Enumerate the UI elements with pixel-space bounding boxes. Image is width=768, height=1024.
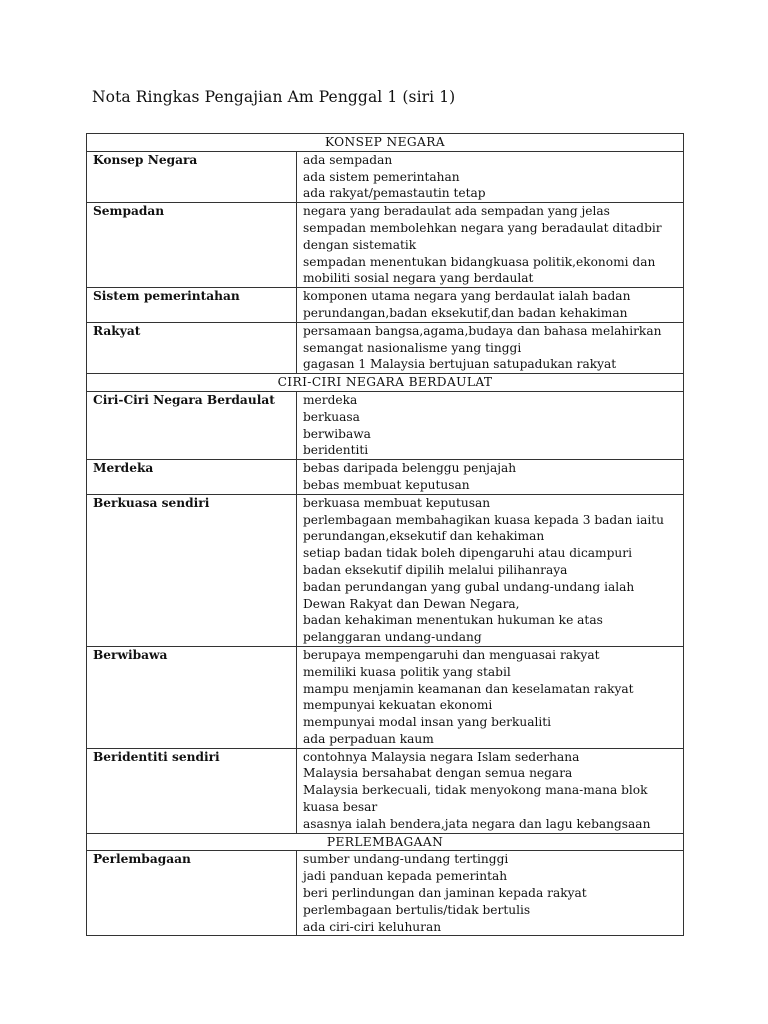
definition-line: sempadan menentukan bidangkuasa politik,ekonomi dan xyxy=(303,254,656,269)
table-row xyxy=(87,494,684,646)
term-cell: Beridentiti sendiri xyxy=(87,748,297,833)
definition-line: sempadan membolehkan negara yang beradaulat ditadbir xyxy=(303,220,662,235)
definition-line: badan kehakiman menentukan hukuman ke atas xyxy=(303,613,603,628)
definition-line: berupaya mempengaruhi dan menguasai rakyat xyxy=(303,647,600,662)
notes-table-body xyxy=(87,134,684,936)
definition-line: merdeka xyxy=(303,392,358,407)
definition-line: ada ciri-ciri keluhuran xyxy=(303,919,442,934)
term-cell: Merdeka xyxy=(87,460,297,495)
definition-line: Malaysia bersahabat dengan semua negara xyxy=(303,766,573,781)
definition-line: bebas membuat keputusan xyxy=(303,477,470,492)
definition-line: perlembagaan membahagikan kuasa kepada 3 badan iaitu xyxy=(303,512,665,527)
term-cell: Perlembagaan xyxy=(87,851,297,936)
definition-cell xyxy=(297,646,684,748)
table-row xyxy=(87,646,684,748)
term-cell: Berkuasa sendiri xyxy=(87,494,297,646)
section-header-row xyxy=(87,134,684,152)
table-row xyxy=(87,322,684,373)
definition-line: ada rakyat/pemastautin tetap xyxy=(303,186,486,201)
term-cell: Ciri-Ciri Negara Berdaulat xyxy=(87,391,297,459)
definition-line: contohnya Malaysia negara Islam sederhana xyxy=(303,749,580,764)
definition-line: sumber undang-undang tertinggi xyxy=(303,852,509,867)
definition-line: badan eksekutif dipilih melalui pilihanraya xyxy=(303,562,568,577)
term-cell: Berwibawa xyxy=(87,646,297,748)
section-heading: CIRI-CIRI NEGARA BERDAULAT xyxy=(87,374,684,392)
term-cell: Sistem pemerintahan xyxy=(87,288,297,323)
term-cell: Rakyat xyxy=(87,322,297,373)
definition-line: persamaan bangsa,agama,budaya dan bahasa melahirkan xyxy=(303,323,662,338)
definition-line: mempunyai modal insan yang berkualiti xyxy=(303,715,552,730)
section-heading: PERLEMBAGAAN xyxy=(87,833,684,851)
definition-line: negara yang beradaulat ada sempadan yang jelas xyxy=(303,204,610,219)
table-row xyxy=(87,851,684,936)
definition-line: kuasa besar xyxy=(303,800,378,815)
section-header-row xyxy=(87,374,684,392)
definition-cell xyxy=(297,151,684,202)
definition-cell xyxy=(297,494,684,646)
definition-cell xyxy=(297,322,684,373)
definition-line: gagasan 1 Malaysia bertujuan satupadukan rakyat xyxy=(303,357,617,372)
definition-line: pelanggaran undang-undang xyxy=(303,630,482,645)
definition-line: ada sempadan xyxy=(303,152,393,167)
definition-line: perundangan,badan eksekutif,dan badan kehakiman xyxy=(303,305,628,320)
section-header-row xyxy=(87,833,684,851)
definition-line: ada perpaduan kaum xyxy=(303,731,434,746)
definition-line: bebas daripada belenggu penjajah xyxy=(303,461,517,476)
table-row xyxy=(87,748,684,833)
table-row xyxy=(87,151,684,202)
notes-table xyxy=(86,133,684,936)
definition-line: perlembagaan bertulis/tidak bertulis xyxy=(303,902,531,917)
definition-line: dengan sistematik xyxy=(303,237,417,252)
definition-line: mampu menjamin keamanan dan keselamatan rakyat xyxy=(303,681,634,696)
definition-line: perundangan,eksekutif dan kehakiman xyxy=(303,529,545,544)
definition-line: Dewan Rakyat dan Dewan Negara, xyxy=(303,596,520,611)
definition-line: beri perlindungan dan jaminan kepada rakyat xyxy=(303,886,587,901)
section-heading: KONSEP NEGARA xyxy=(87,134,684,152)
definition-line: komponen utama negara yang berdaulat ialah badan xyxy=(303,289,631,304)
table-row xyxy=(87,288,684,323)
table-row xyxy=(87,391,684,459)
definition-cell xyxy=(297,748,684,833)
definition-line: mempunyai kekuatan ekonomi xyxy=(303,698,493,713)
definition-line: beridentiti xyxy=(303,443,369,458)
page-title: Nota Ringkas Pengajian Am Penggal 1 (siri 1) xyxy=(92,88,456,106)
definition-line: berwibawa xyxy=(303,426,371,441)
definition-cell xyxy=(297,851,684,936)
definition-line: badan perundangan yang gubal undang-undang ialah xyxy=(303,579,635,594)
definition-line: berkuasa membuat keputusan xyxy=(303,495,491,510)
definition-line: mobiliti sosial negara yang berdaulat xyxy=(303,271,534,286)
table-row xyxy=(87,203,684,288)
definition-cell xyxy=(297,203,684,288)
definition-line: asasnya ialah bendera,jata negara dan lagu kebangsaan xyxy=(303,816,651,831)
definition-cell xyxy=(297,460,684,495)
definition-cell xyxy=(297,391,684,459)
term-cell: Konsep Negara xyxy=(87,151,297,202)
definition-line: memiliki kuasa politik yang stabil xyxy=(303,664,511,679)
term-cell: Sempadan xyxy=(87,203,297,288)
definition-line: berkuasa xyxy=(303,409,360,424)
definition-line: setiap badan tidak boleh dipengaruhi atau dicampuri xyxy=(303,546,632,561)
definition-cell xyxy=(297,288,684,323)
table-row xyxy=(87,460,684,495)
definition-line: jadi panduan kepada pemerintah xyxy=(303,869,508,884)
definition-line: semangat nasionalisme yang tinggi xyxy=(303,340,522,355)
definition-line: Malaysia berkecuali, tidak menyokong mana-mana blok xyxy=(303,783,648,798)
definition-line: ada sistem pemerintahan xyxy=(303,169,460,184)
